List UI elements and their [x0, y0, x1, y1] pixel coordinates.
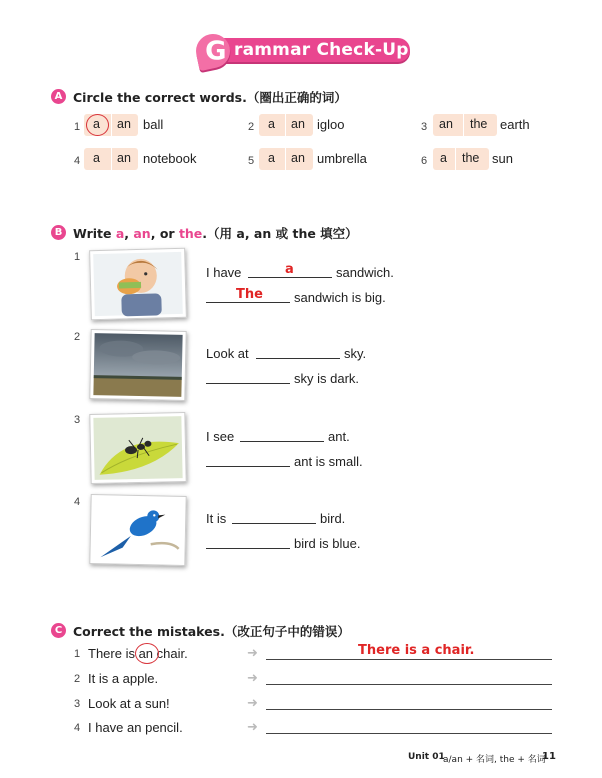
item-number: 3	[74, 414, 81, 426]
sentence-1-end: ant.	[328, 429, 350, 444]
item-number: 3	[421, 121, 428, 133]
page-number: 11	[542, 751, 556, 762]
arrow-right-icon: ➜	[247, 645, 258, 660]
option-1[interactable]: a	[93, 117, 100, 131]
option-1[interactable]: a	[93, 151, 100, 165]
item-number: 1	[74, 121, 81, 133]
blank-field[interactable]	[206, 532, 290, 549]
item-word: igloo	[317, 117, 345, 132]
blank-field[interactable]	[232, 507, 316, 524]
photo-boy-sandwich	[89, 248, 187, 320]
item-word: sun	[492, 151, 513, 166]
arrow-right-icon: ➜	[247, 695, 258, 710]
section-b-badge: B	[51, 225, 66, 240]
sentence-1-end: sky.	[344, 346, 367, 361]
option-2[interactable]: an	[117, 117, 131, 131]
option-2[interactable]: the	[470, 117, 488, 131]
sentence-1-end: sandwich.	[336, 265, 394, 280]
option-2[interactable]: an	[117, 151, 131, 165]
blank-field[interactable]	[206, 367, 290, 384]
blank-field[interactable]	[206, 450, 290, 467]
mistake-sentence: I have an pencil.	[88, 720, 183, 735]
item-number: 5	[248, 155, 255, 167]
sentence-1-end: bird.	[320, 511, 346, 526]
sentence-2-end: ant is small.	[294, 454, 363, 469]
section-a-title: Circle the correct words.（圈出正确的词）	[73, 90, 347, 105]
handwritten-answer: The	[236, 287, 263, 302]
sentence-start: There is	[88, 646, 139, 661]
blank-field[interactable]	[240, 425, 324, 442]
section-b-title-sep1: ,	[124, 226, 134, 241]
section-b-title-an: an	[133, 226, 151, 241]
sentence-end: chair.	[153, 646, 188, 661]
option-divider	[111, 148, 112, 170]
item-word: umbrella	[317, 151, 367, 166]
title-initial: G	[205, 36, 227, 67]
item-word: earth	[500, 117, 530, 132]
section-b-title-end: .（用 a, an 或 the 填空）	[202, 226, 358, 241]
sentence-2-end: sky is dark.	[294, 371, 360, 386]
arrow-right-icon: ➜	[247, 670, 258, 685]
option-1[interactable]: a	[268, 117, 275, 131]
section-a-badge: A	[51, 89, 66, 104]
answer-line[interactable]	[266, 709, 552, 710]
item-number: 4	[74, 155, 81, 167]
item-number: 3	[74, 698, 81, 710]
sentence-1-start: Look at	[206, 346, 249, 361]
footer-topic: a/an + 名词, the + 名词	[443, 755, 546, 765]
section-b-title-a: a	[115, 226, 125, 241]
item-number: 4	[74, 722, 81, 734]
option-divider	[463, 114, 464, 136]
option-1[interactable]: a	[268, 151, 275, 165]
answer-line[interactable]	[266, 733, 552, 734]
item-number: 2	[74, 331, 81, 343]
title-initial-badge	[193, 31, 233, 71]
page-title	[196, 36, 412, 66]
handwritten-answer: There is a chair.	[358, 643, 475, 658]
handwritten-answer: a	[285, 262, 294, 277]
sentence-1-start: It is	[206, 511, 227, 526]
option-divider	[455, 148, 456, 170]
section-c-title: Correct the mistakes.（改正句子中的错误）	[73, 624, 350, 639]
mistake-circle	[135, 643, 159, 664]
arrow-right-icon: ➜	[247, 719, 258, 734]
option-divider	[285, 148, 286, 170]
section-b-title-start: Write	[73, 226, 116, 241]
item-number: 2	[248, 121, 255, 133]
section-c-badge: C	[51, 623, 66, 638]
footer-unit: Unit 01	[408, 752, 445, 762]
mistake-sentence: Look at a sun!	[88, 696, 170, 711]
sentence-1-start: I have	[206, 265, 242, 280]
mistake-word: an	[138, 646, 154, 661]
photo-dark-sky	[89, 329, 186, 401]
section-b-title	[73, 224, 358, 242]
option-divider	[285, 114, 286, 136]
answer-line[interactable]	[266, 684, 552, 685]
answer-line[interactable]	[266, 659, 552, 660]
sentence-1-start: I see	[206, 429, 235, 444]
item-word: ball	[143, 117, 164, 132]
sentence-2-end: bird is blue.	[294, 536, 361, 551]
option-2[interactable]: an	[291, 151, 305, 165]
option-1[interactable]: an	[439, 117, 453, 131]
sentence-2-end: sandwich is big.	[294, 290, 386, 305]
mistake-sentence: It is a apple.	[88, 671, 159, 686]
item-number: 6	[421, 155, 428, 167]
option-divider	[111, 114, 112, 136]
blue-bird-image	[90, 495, 185, 565]
title-text: rammar Check-Up	[234, 40, 409, 60]
option-2[interactable]: an	[291, 117, 305, 131]
item-number: 2	[74, 673, 81, 685]
section-b-title-the: the	[178, 226, 203, 241]
option-2[interactable]: the	[462, 151, 480, 165]
blank-field[interactable]	[256, 342, 340, 359]
boy-eating-sandwich-image	[90, 249, 186, 319]
dark-sky-field-image	[90, 330, 185, 400]
item-word: notebook	[143, 151, 197, 166]
ant-on-leaf-image	[90, 413, 185, 483]
item-number: 1	[74, 251, 81, 263]
option-1[interactable]: a	[440, 151, 447, 165]
item-number: 4	[74, 496, 81, 508]
item-number: 1	[74, 648, 81, 660]
photo-ant-leaf	[89, 412, 186, 484]
photo-blue-bird	[89, 494, 186, 566]
section-b-title-sep2: , or	[150, 226, 179, 241]
